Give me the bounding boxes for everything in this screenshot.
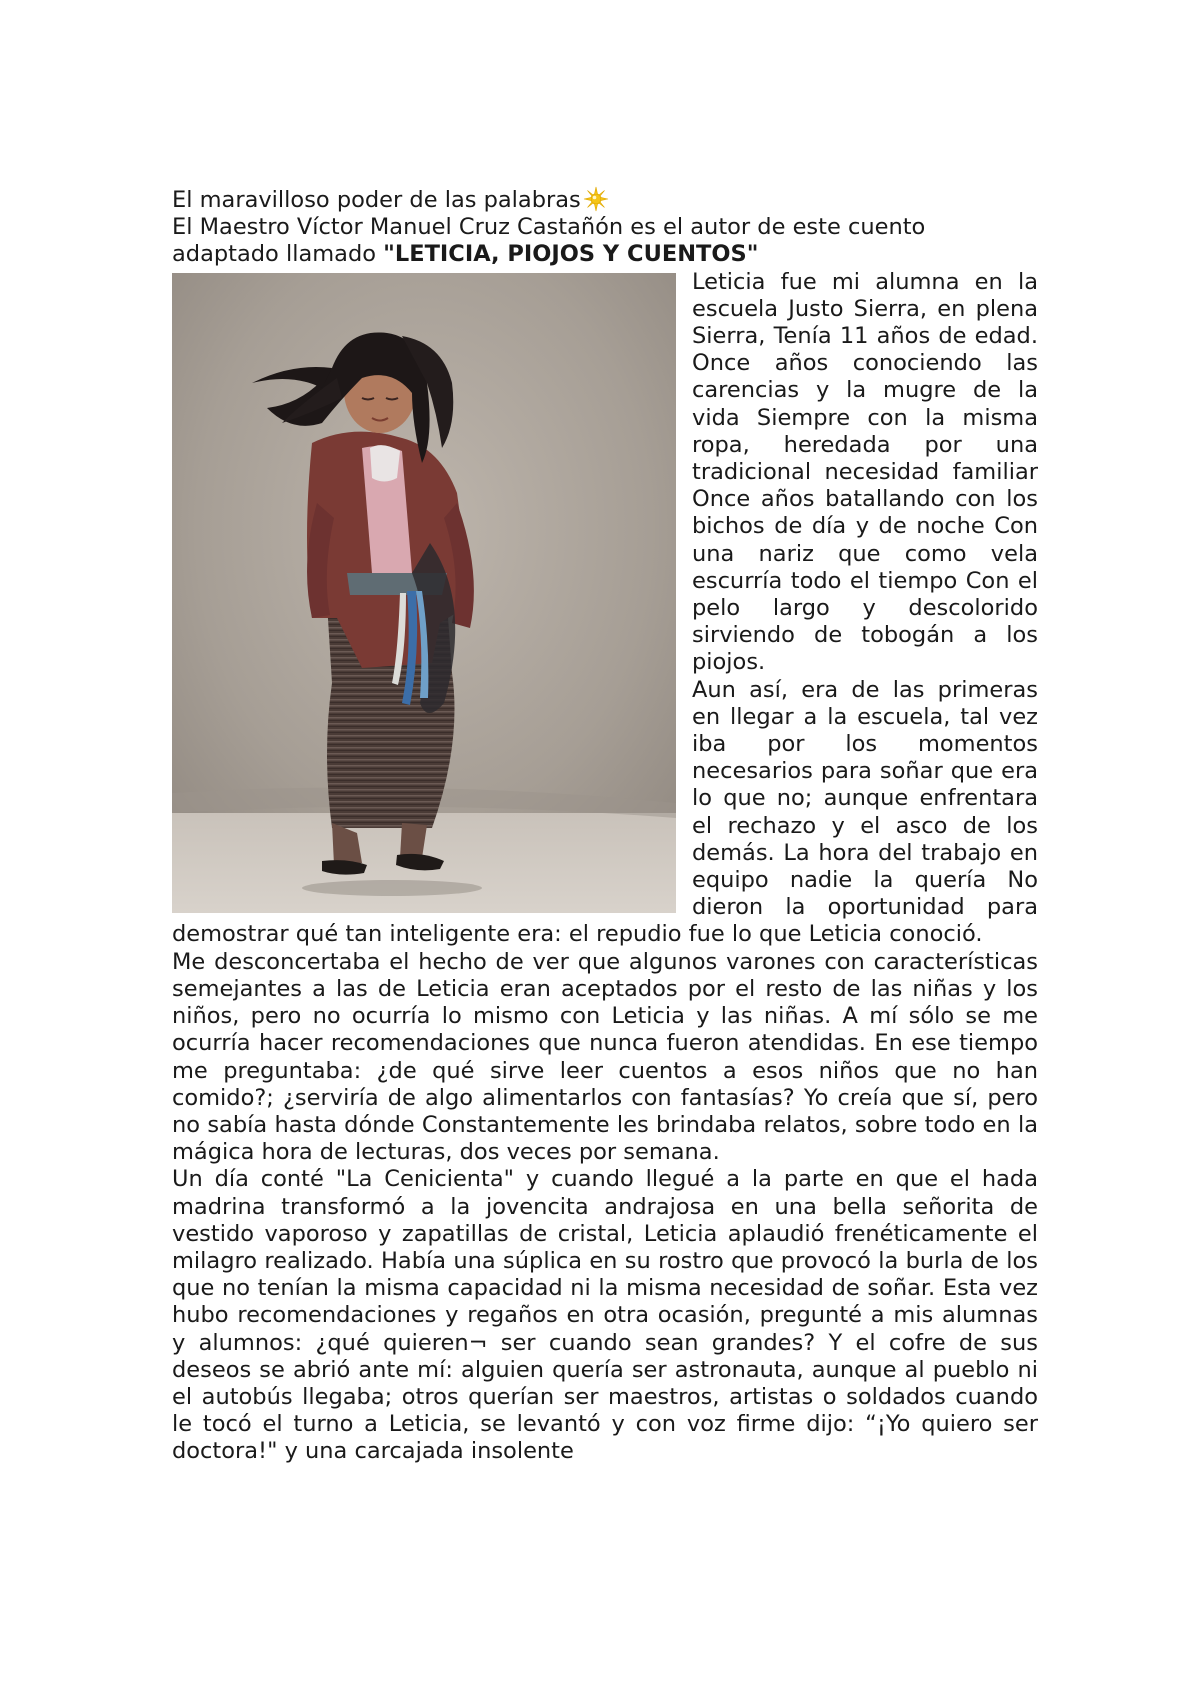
story-text <box>172 269 1038 1466</box>
paragraph-1: Leticia fue mi alumna en la escuela Justo Sierra, en plena Sierra, Tenía 11 años de edad. Once años conociendo las carencias y la mugre de la vida Siempre con la misma ropa, heredada por una tradicional necesidad familiar Once años batallando con los bichos de día y de noche Con una nariz que como vela escurría todo el tiempo Con el pelo largo y descolorido sirviendo de tobogán a los piojos. <box>692 268 1038 676</box>
document-body <box>172 186 1038 1466</box>
photo-girl-walking <box>172 273 676 913</box>
paragraph-3: Me desconcertaba el hecho de ver que algunos varones con características semejantes a las de Leticia eran aceptados por el resto de las niñas y los niños, pero no ocurría lo mismo con Leticia y las niñas. A mí sólo se me ocurría hacer recomendaciones que nunca fueron atendidas. En ese tiempo me preguntaba: ¿de qué sirve leer cuentos a esos niños que no han comido?; ¿serviría de algo alimentarlos con fantasías? Yo creía que sí, pero no sabía hasta dónde Constantemente les brindaba relatos, sobre todo en la mágica hora de lecturas, dos veces por semana. <box>172 948 1038 1166</box>
story-title-line <box>172 241 1038 268</box>
paragraph-2: Aun así, era de las primeras en llegar a la escuela, tal vez iba por los momentos necesarios para soñar que era lo que no; aunque enfrentara el rechazo y el asco de los demás. La hora del trabajo en equipo nadie la quería No dieron la oportunidad para demostrar qué tan inteligente era: el repudio fue lo que Leticia conoció. <box>172 676 1038 948</box>
story-title: "LETICIA, PIOJOS Y CUENTOS" <box>383 241 759 268</box>
paragraph-4: Un día conté "La Cenicienta" y cuando llegué a la parte en que el hada madrina transformó a la jovencita andrajosa en una bella señorita de vestido vaporoso y zapatillas de cristal, Leticia aplaudió frenéticamente el milagro realizado. Había una súplica en su rostro que provocó la burla de los que no tenían la misma capacidad ni la misma necesidad de soñar. Esta vez hubo recomendaciones y regaños en otra ocasión, pregunté a mis alumnas y alumnos: ¿qué quieren¬ ser cuando sean grandes? Y el cofre de sus deseos se abrió ante mí: alguien quería ser astronauta, aunque al pueblo ni el autobús llegaba; otros querían ser maestros, artistas o soldados cuando le tocó el turno a Leticia, se levantó y con voz firme dijo: “¡Yo quiero ser doctora!" y una carcajada insolente <box>172 1166 1038 1465</box>
sparkle-icon <box>583 186 609 212</box>
story-title-prefix: adaptado llamado <box>172 241 384 268</box>
heading-text: El maravilloso poder de las palabras <box>172 187 581 213</box>
heading-line <box>172 186 1038 214</box>
author-line: El Maestro Víctor Manuel Cruz Castañón es el autor de este cuento <box>172 214 926 241</box>
